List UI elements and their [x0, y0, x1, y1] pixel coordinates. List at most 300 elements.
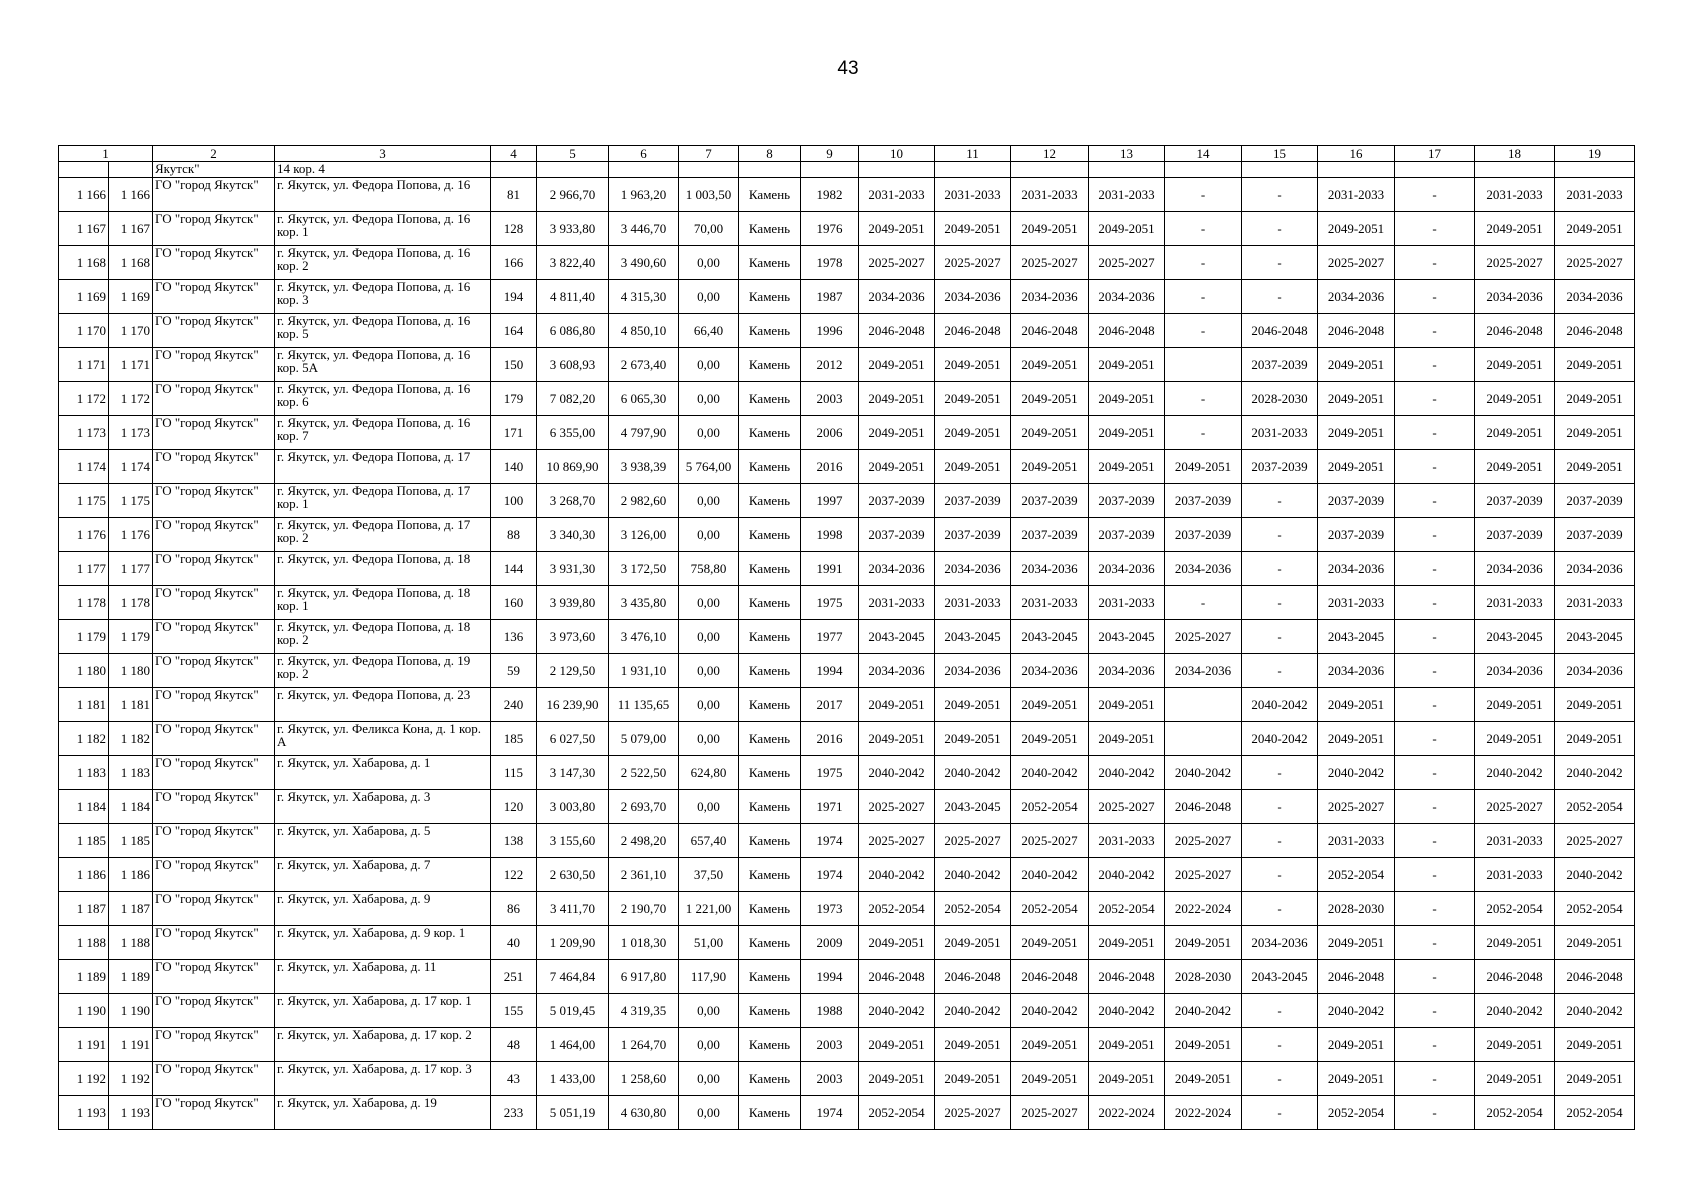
cell-c12: 2043-2045 [1011, 620, 1089, 654]
cell-c18: 2049-2051 [1475, 688, 1555, 722]
cell-c19: 2025-2027 [1555, 246, 1635, 280]
cell-c14 [1165, 688, 1242, 722]
cell-c10: 2049-2051 [859, 688, 935, 722]
cell-c12: 2049-2051 [1011, 212, 1089, 246]
table-row [59, 450, 1635, 484]
cell-n1: 1 170 [59, 314, 109, 348]
column-header-2: 2 [153, 146, 275, 162]
table-row [59, 960, 1635, 994]
cell-c19: 2046-2048 [1555, 960, 1635, 994]
cell-c4: 48 [491, 1028, 537, 1062]
table-row [59, 654, 1635, 688]
cell-c11: 2049-2051 [935, 1028, 1011, 1062]
cell-c10: 2049-2051 [859, 1028, 935, 1062]
cell-c13: 2046-2048 [1089, 960, 1165, 994]
cell-c6: 3 435,80 [609, 586, 679, 620]
cell-c8: Камень [739, 688, 801, 722]
table-row [59, 552, 1635, 586]
cell-c10: 2049-2051 [859, 1062, 935, 1096]
cell-c7: 0,00 [679, 654, 739, 688]
cell-c4: 140 [491, 450, 537, 484]
cell-c4: 233 [491, 1096, 537, 1130]
cell-c4: 240 [491, 688, 537, 722]
cell-c10: 2031-2033 [859, 586, 935, 620]
cell-c15: 2028-2030 [1242, 382, 1318, 416]
cell-n1: 1 182 [59, 722, 109, 756]
cell-address: г. Якутск, ул. Федора Попова, д. 17 кор. 2 [275, 518, 491, 552]
cell-c19: 2040-2042 [1555, 858, 1635, 892]
cell-c12: 2034-2036 [1011, 552, 1089, 586]
cell-c8: Камень [739, 960, 801, 994]
cell-c14: - [1165, 586, 1242, 620]
cell-c4: 43 [491, 1062, 537, 1096]
cell-c8: Камень [739, 416, 801, 450]
cell-c5: 3 822,40 [537, 246, 609, 280]
column-header-1: 1 [59, 146, 153, 162]
cell-c6: 2 522,50 [609, 756, 679, 790]
table-row [59, 1028, 1635, 1062]
table-row [59, 484, 1635, 518]
cell-c7: 0,00 [679, 994, 739, 1028]
cell-c18: 2037-2039 [1475, 484, 1555, 518]
cell-c15: 2037-2039 [1242, 450, 1318, 484]
cell-c9: 1982 [801, 178, 859, 212]
cell-c4: 100 [491, 484, 537, 518]
cell-c13: 2049-2051 [1089, 348, 1165, 382]
cell-c12: 2040-2042 [1011, 994, 1089, 1028]
cell-c18: 2037-2039 [1475, 518, 1555, 552]
cell-c9: 1994 [801, 960, 859, 994]
cell-c15: - [1242, 858, 1318, 892]
cell-c11: 2046-2048 [935, 314, 1011, 348]
column-header-3: 3 [275, 146, 491, 162]
cell-c17: - [1395, 688, 1475, 722]
cell-c6: 4 315,30 [609, 280, 679, 314]
cell-c11: 2040-2042 [935, 858, 1011, 892]
cell-c5: 1 433,00 [537, 1062, 609, 1096]
cell-empty [609, 162, 679, 178]
cell-c6: 4 630,80 [609, 1096, 679, 1130]
cell-c7: 66,40 [679, 314, 739, 348]
cell-c9: 1978 [801, 246, 859, 280]
cell-c5: 3 147,30 [537, 756, 609, 790]
cell-c18: 2031-2033 [1475, 858, 1555, 892]
cell-c5: 10 869,90 [537, 450, 609, 484]
cell-owner: ГО "город Якутск" [153, 382, 275, 416]
cell-c11: 2049-2051 [935, 1062, 1011, 1096]
cell-c16: 2046-2048 [1318, 314, 1395, 348]
cell-owner: ГО "город Якутск" [153, 518, 275, 552]
cell-c19: 2049-2051 [1555, 1062, 1635, 1096]
cell-c14: 2040-2042 [1165, 994, 1242, 1028]
column-header-17: 17 [1395, 146, 1475, 162]
cell-n1: 1 179 [59, 620, 109, 654]
cell-n1: 1 166 [59, 178, 109, 212]
cell-c17: - [1395, 1096, 1475, 1130]
cell-c5: 3 973,60 [537, 620, 609, 654]
cell-empty [679, 162, 739, 178]
cell-c14: - [1165, 280, 1242, 314]
cell-c18: 2043-2045 [1475, 620, 1555, 654]
cell-c9: 1996 [801, 314, 859, 348]
cell-c16: 2046-2048 [1318, 960, 1395, 994]
cell-c13: 2040-2042 [1089, 756, 1165, 790]
cell-c9: 2012 [801, 348, 859, 382]
cell-empty [859, 162, 935, 178]
cell-c13: 2037-2039 [1089, 484, 1165, 518]
cell-c11: 2049-2051 [935, 382, 1011, 416]
cell-owner: ГО "город Якутск" [153, 348, 275, 382]
cell-c4: 136 [491, 620, 537, 654]
cell-c6: 3 126,00 [609, 518, 679, 552]
cell-c7: 0,00 [679, 688, 739, 722]
cell-c4: 86 [491, 892, 537, 926]
cell-owner: ГО "город Якутск" [153, 654, 275, 688]
cell-n1: 1 177 [59, 552, 109, 586]
cell-c12: 2049-2051 [1011, 722, 1089, 756]
cell-c16: 2049-2051 [1318, 688, 1395, 722]
cell-address: г. Якутск, ул. Хабарова, д. 11 [275, 960, 491, 994]
cell-c12: 2031-2033 [1011, 178, 1089, 212]
cell-c10: 2034-2036 [859, 654, 935, 688]
cell-c18: 2049-2051 [1475, 450, 1555, 484]
cell-c12: 2049-2051 [1011, 416, 1089, 450]
cell-c12: 2025-2027 [1011, 1096, 1089, 1130]
cell-n2: 1 182 [109, 722, 153, 756]
cell-c4: 88 [491, 518, 537, 552]
cell-n2: 1 172 [109, 382, 153, 416]
cell-c5: 2 966,70 [537, 178, 609, 212]
cell-address: г. Якутск, ул. Хабарова, д. 7 [275, 858, 491, 892]
cell-c13: 2037-2039 [1089, 518, 1165, 552]
cell-c19: 2049-2051 [1555, 348, 1635, 382]
cell-c15: - [1242, 246, 1318, 280]
cell-c8: Камень [739, 722, 801, 756]
table-row [59, 1096, 1635, 1130]
cell-c13: 2049-2051 [1089, 382, 1165, 416]
cell-c9: 1988 [801, 994, 859, 1028]
cell-empty [1395, 162, 1475, 178]
cell-address: г. Якутск, ул. Федора Попова, д. 16 кор. 3 [275, 280, 491, 314]
cell-c8: Камень [739, 892, 801, 926]
column-header-9: 9 [801, 146, 859, 162]
cell-address: г. Якутск, ул. Федора Попова, д. 17 кор. 1 [275, 484, 491, 518]
table-row [59, 892, 1635, 926]
cell-c4: 185 [491, 722, 537, 756]
cell-empty [1089, 162, 1165, 178]
cell-c10: 2049-2051 [859, 212, 935, 246]
cell-c7: 0,00 [679, 1096, 739, 1130]
cell-c14: 2025-2027 [1165, 858, 1242, 892]
cell-c19: 2049-2051 [1555, 926, 1635, 960]
cell-c8: Камень [739, 178, 801, 212]
cell-c11: 2049-2051 [935, 416, 1011, 450]
cell-c7: 117,90 [679, 960, 739, 994]
cell-address: 14 кор. 4 [275, 162, 491, 178]
cell-c9: 2003 [801, 382, 859, 416]
cell-c12: 2025-2027 [1011, 246, 1089, 280]
cell-c5: 1 209,90 [537, 926, 609, 960]
cell-c4: 40 [491, 926, 537, 960]
cell-c14: - [1165, 212, 1242, 246]
cell-owner: ГО "город Якутск" [153, 178, 275, 212]
cell-c7: 0,00 [679, 382, 739, 416]
table-row [59, 280, 1635, 314]
cell-c16: 2034-2036 [1318, 280, 1395, 314]
column-header-14: 14 [1165, 146, 1242, 162]
cell-c17: - [1395, 926, 1475, 960]
cell-c14: 2025-2027 [1165, 620, 1242, 654]
table-row [59, 246, 1635, 280]
cell-n2: 1 170 [109, 314, 153, 348]
cell-c8: Камень [739, 994, 801, 1028]
table-row [59, 382, 1635, 416]
cell-c17: - [1395, 824, 1475, 858]
cell-c10: 2040-2042 [859, 858, 935, 892]
cell-c6: 11 135,65 [609, 688, 679, 722]
cell-c9: 2006 [801, 416, 859, 450]
cell-owner: ГО "город Якутск" [153, 858, 275, 892]
cell-c12: 2052-2054 [1011, 790, 1089, 824]
cell-c19: 2052-2054 [1555, 790, 1635, 824]
cell-c9: 2016 [801, 722, 859, 756]
cell-c12: 2040-2042 [1011, 858, 1089, 892]
cell-c5: 3 931,30 [537, 552, 609, 586]
cell-empty [537, 162, 609, 178]
cell-c10: 2049-2051 [859, 348, 935, 382]
cell-c7: 0,00 [679, 722, 739, 756]
cell-c5: 5 019,45 [537, 994, 609, 1028]
cell-n1: 1 176 [59, 518, 109, 552]
cell-c4: 251 [491, 960, 537, 994]
cell-n2: 1 181 [109, 688, 153, 722]
cell-address: г. Якутск, ул. Хабарова, д. 3 [275, 790, 491, 824]
table-row [59, 858, 1635, 892]
cell-c11: 2031-2033 [935, 586, 1011, 620]
cell-address: г. Якутск, ул. Федора Попова, д. 23 [275, 688, 491, 722]
cell-c6: 3 446,70 [609, 212, 679, 246]
cell-n2: 1 180 [109, 654, 153, 688]
cell-c15: - [1242, 756, 1318, 790]
cell-c16: 2025-2027 [1318, 246, 1395, 280]
cell-c17: - [1395, 416, 1475, 450]
cell-c10: 2034-2036 [859, 280, 935, 314]
cell-c9: 2016 [801, 450, 859, 484]
cell-c19: 2049-2051 [1555, 450, 1635, 484]
cell-c15: 2040-2042 [1242, 722, 1318, 756]
cell-c11: 2034-2036 [935, 654, 1011, 688]
cell-owner: ГО "город Якутск" [153, 552, 275, 586]
cell-c17: - [1395, 382, 1475, 416]
cell-address: г. Якутск, ул. Федора Попова, д. 16 [275, 178, 491, 212]
cell-c14: 2037-2039 [1165, 484, 1242, 518]
cell-c5: 3 155,60 [537, 824, 609, 858]
cell-c17: - [1395, 450, 1475, 484]
cell-c4: 115 [491, 756, 537, 790]
cell-c6: 1 264,70 [609, 1028, 679, 1062]
cell-c13: 2049-2051 [1089, 688, 1165, 722]
cell-c7: 0,00 [679, 1028, 739, 1062]
cell-c10: 2025-2027 [859, 246, 935, 280]
column-header-11: 11 [935, 146, 1011, 162]
cell-c7: 0,00 [679, 586, 739, 620]
cell-c16: 2049-2051 [1318, 1062, 1395, 1096]
cell-c11: 2025-2027 [935, 246, 1011, 280]
cell-c15: 2031-2033 [1242, 416, 1318, 450]
cell-c19: 2034-2036 [1555, 280, 1635, 314]
cell-c5: 16 239,90 [537, 688, 609, 722]
housing-registry-table [58, 145, 1635, 1130]
cell-c18: 2025-2027 [1475, 246, 1555, 280]
cell-c10: 2025-2027 [859, 790, 935, 824]
cell-c7: 758,80 [679, 552, 739, 586]
cell-c19: 2034-2036 [1555, 654, 1635, 688]
cell-c12: 2034-2036 [1011, 654, 1089, 688]
cell-c14 [1165, 722, 1242, 756]
cell-c15: - [1242, 824, 1318, 858]
cell-n1: 1 188 [59, 926, 109, 960]
cell-c17: - [1395, 552, 1475, 586]
cell-n1: 1 183 [59, 756, 109, 790]
cell-c7: 51,00 [679, 926, 739, 960]
cell-address: г. Якутск, ул. Федора Попова, д. 16 кор. 7 [275, 416, 491, 450]
cell-c15: - [1242, 586, 1318, 620]
cell-n2: 1 169 [109, 280, 153, 314]
cell-c16: 2037-2039 [1318, 484, 1395, 518]
cell-c7: 624,80 [679, 756, 739, 790]
cell-c4: 171 [491, 416, 537, 450]
cell-n1: 1 186 [59, 858, 109, 892]
cell-c9: 1994 [801, 654, 859, 688]
cell-owner: ГО "город Якутск" [153, 212, 275, 246]
cell-c16: 2049-2051 [1318, 416, 1395, 450]
cell-n2: 1 177 [109, 552, 153, 586]
cell-c10: 2049-2051 [859, 382, 935, 416]
cell-c17: - [1395, 790, 1475, 824]
cell-c11: 2025-2027 [935, 824, 1011, 858]
cell-c8: Камень [739, 450, 801, 484]
cell-c13: 2043-2045 [1089, 620, 1165, 654]
cell-c15: - [1242, 892, 1318, 926]
cell-c5: 2 630,50 [537, 858, 609, 892]
cell-c15: 2040-2042 [1242, 688, 1318, 722]
cell-c11: 2049-2051 [935, 348, 1011, 382]
cell-n1: 1 180 [59, 654, 109, 688]
cell-c5: 1 464,00 [537, 1028, 609, 1062]
cell-c15: - [1242, 178, 1318, 212]
cell-owner: ГО "город Якутск" [153, 960, 275, 994]
cell-c10: 2037-2039 [859, 518, 935, 552]
continuation-row [59, 162, 1635, 178]
cell-c8: Камень [739, 382, 801, 416]
cell-empty [935, 162, 1011, 178]
cell-c5: 4 811,40 [537, 280, 609, 314]
cell-c17: - [1395, 1062, 1475, 1096]
cell-c8: Камень [739, 926, 801, 960]
cell-c18: 2025-2027 [1475, 790, 1555, 824]
cell-c13: 2022-2024 [1089, 1096, 1165, 1130]
cell-c6: 4 319,35 [609, 994, 679, 1028]
cell-c11: 2049-2051 [935, 688, 1011, 722]
cell-c17: - [1395, 586, 1475, 620]
cell-address: г. Якутск, ул. Хабарова, д. 1 [275, 756, 491, 790]
cell-c16: 2031-2033 [1318, 824, 1395, 858]
cell-c13: 2031-2033 [1089, 824, 1165, 858]
cell-n2: 1 183 [109, 756, 153, 790]
cell-c7: 37,50 [679, 858, 739, 892]
cell-c15: 2046-2048 [1242, 314, 1318, 348]
cell-empty [801, 162, 859, 178]
cell-c17: - [1395, 722, 1475, 756]
table-row [59, 824, 1635, 858]
cell-c5: 3 340,30 [537, 518, 609, 552]
cell-c8: Камень [739, 790, 801, 824]
cell-owner: ГО "город Якутск" [153, 450, 275, 484]
cell-address: г. Якутск, ул. Федора Попова, д. 17 [275, 450, 491, 484]
cell-c14: - [1165, 416, 1242, 450]
cell-c14: 2049-2051 [1165, 450, 1242, 484]
cell-c12: 2052-2054 [1011, 892, 1089, 926]
cell-c15: - [1242, 1028, 1318, 1062]
table-row [59, 518, 1635, 552]
cell-empty [1242, 162, 1318, 178]
column-header-7: 7 [679, 146, 739, 162]
table-row [59, 586, 1635, 620]
cell-address: г. Якутск, ул. Хабарова, д. 17 кор. 1 [275, 994, 491, 1028]
cell-c12: 2049-2051 [1011, 1062, 1089, 1096]
cell-c17: - [1395, 280, 1475, 314]
cell-c18: 2049-2051 [1475, 382, 1555, 416]
cell-c6: 1 963,20 [609, 178, 679, 212]
cell-c16: 2049-2051 [1318, 382, 1395, 416]
cell-c14: - [1165, 314, 1242, 348]
cell-n1: 1 173 [59, 416, 109, 450]
cell-c19: 2049-2051 [1555, 722, 1635, 756]
cell-n1: 1 174 [59, 450, 109, 484]
cell-n1: 1 172 [59, 382, 109, 416]
cell-c6: 1 931,10 [609, 654, 679, 688]
cell-c18: 2049-2051 [1475, 722, 1555, 756]
column-header-16: 16 [1318, 146, 1395, 162]
cell-c16: 2052-2054 [1318, 1096, 1395, 1130]
cell-n1: 1 192 [59, 1062, 109, 1096]
table-row [59, 348, 1635, 382]
cell-c4: 122 [491, 858, 537, 892]
cell-c19: 2052-2054 [1555, 892, 1635, 926]
cell-n2: 1 174 [109, 450, 153, 484]
cell-n2: 1 185 [109, 824, 153, 858]
table-row [59, 314, 1635, 348]
cell-address: г. Якутск, ул. Хабарова, д. 9 кор. 1 [275, 926, 491, 960]
cell-c10: 2049-2051 [859, 450, 935, 484]
cell-c8: Камень [739, 824, 801, 858]
cell-c9: 1974 [801, 858, 859, 892]
cell-owner: ГО "город Якутск" [153, 790, 275, 824]
cell-c10: 2040-2042 [859, 756, 935, 790]
cell-n2: 1 166 [109, 178, 153, 212]
cell-c6: 1 018,30 [609, 926, 679, 960]
cell-c14: 2025-2027 [1165, 824, 1242, 858]
cell-c7: 0,00 [679, 280, 739, 314]
cell-c16: 2049-2051 [1318, 722, 1395, 756]
cell-c13: 2049-2051 [1089, 722, 1165, 756]
cell-c11: 2037-2039 [935, 518, 1011, 552]
cell-c14: - [1165, 246, 1242, 280]
cell-c18: 2040-2042 [1475, 994, 1555, 1028]
cell-c8: Камень [739, 1096, 801, 1130]
cell-c5: 3 939,80 [537, 586, 609, 620]
cell-c13: 2049-2051 [1089, 1062, 1165, 1096]
